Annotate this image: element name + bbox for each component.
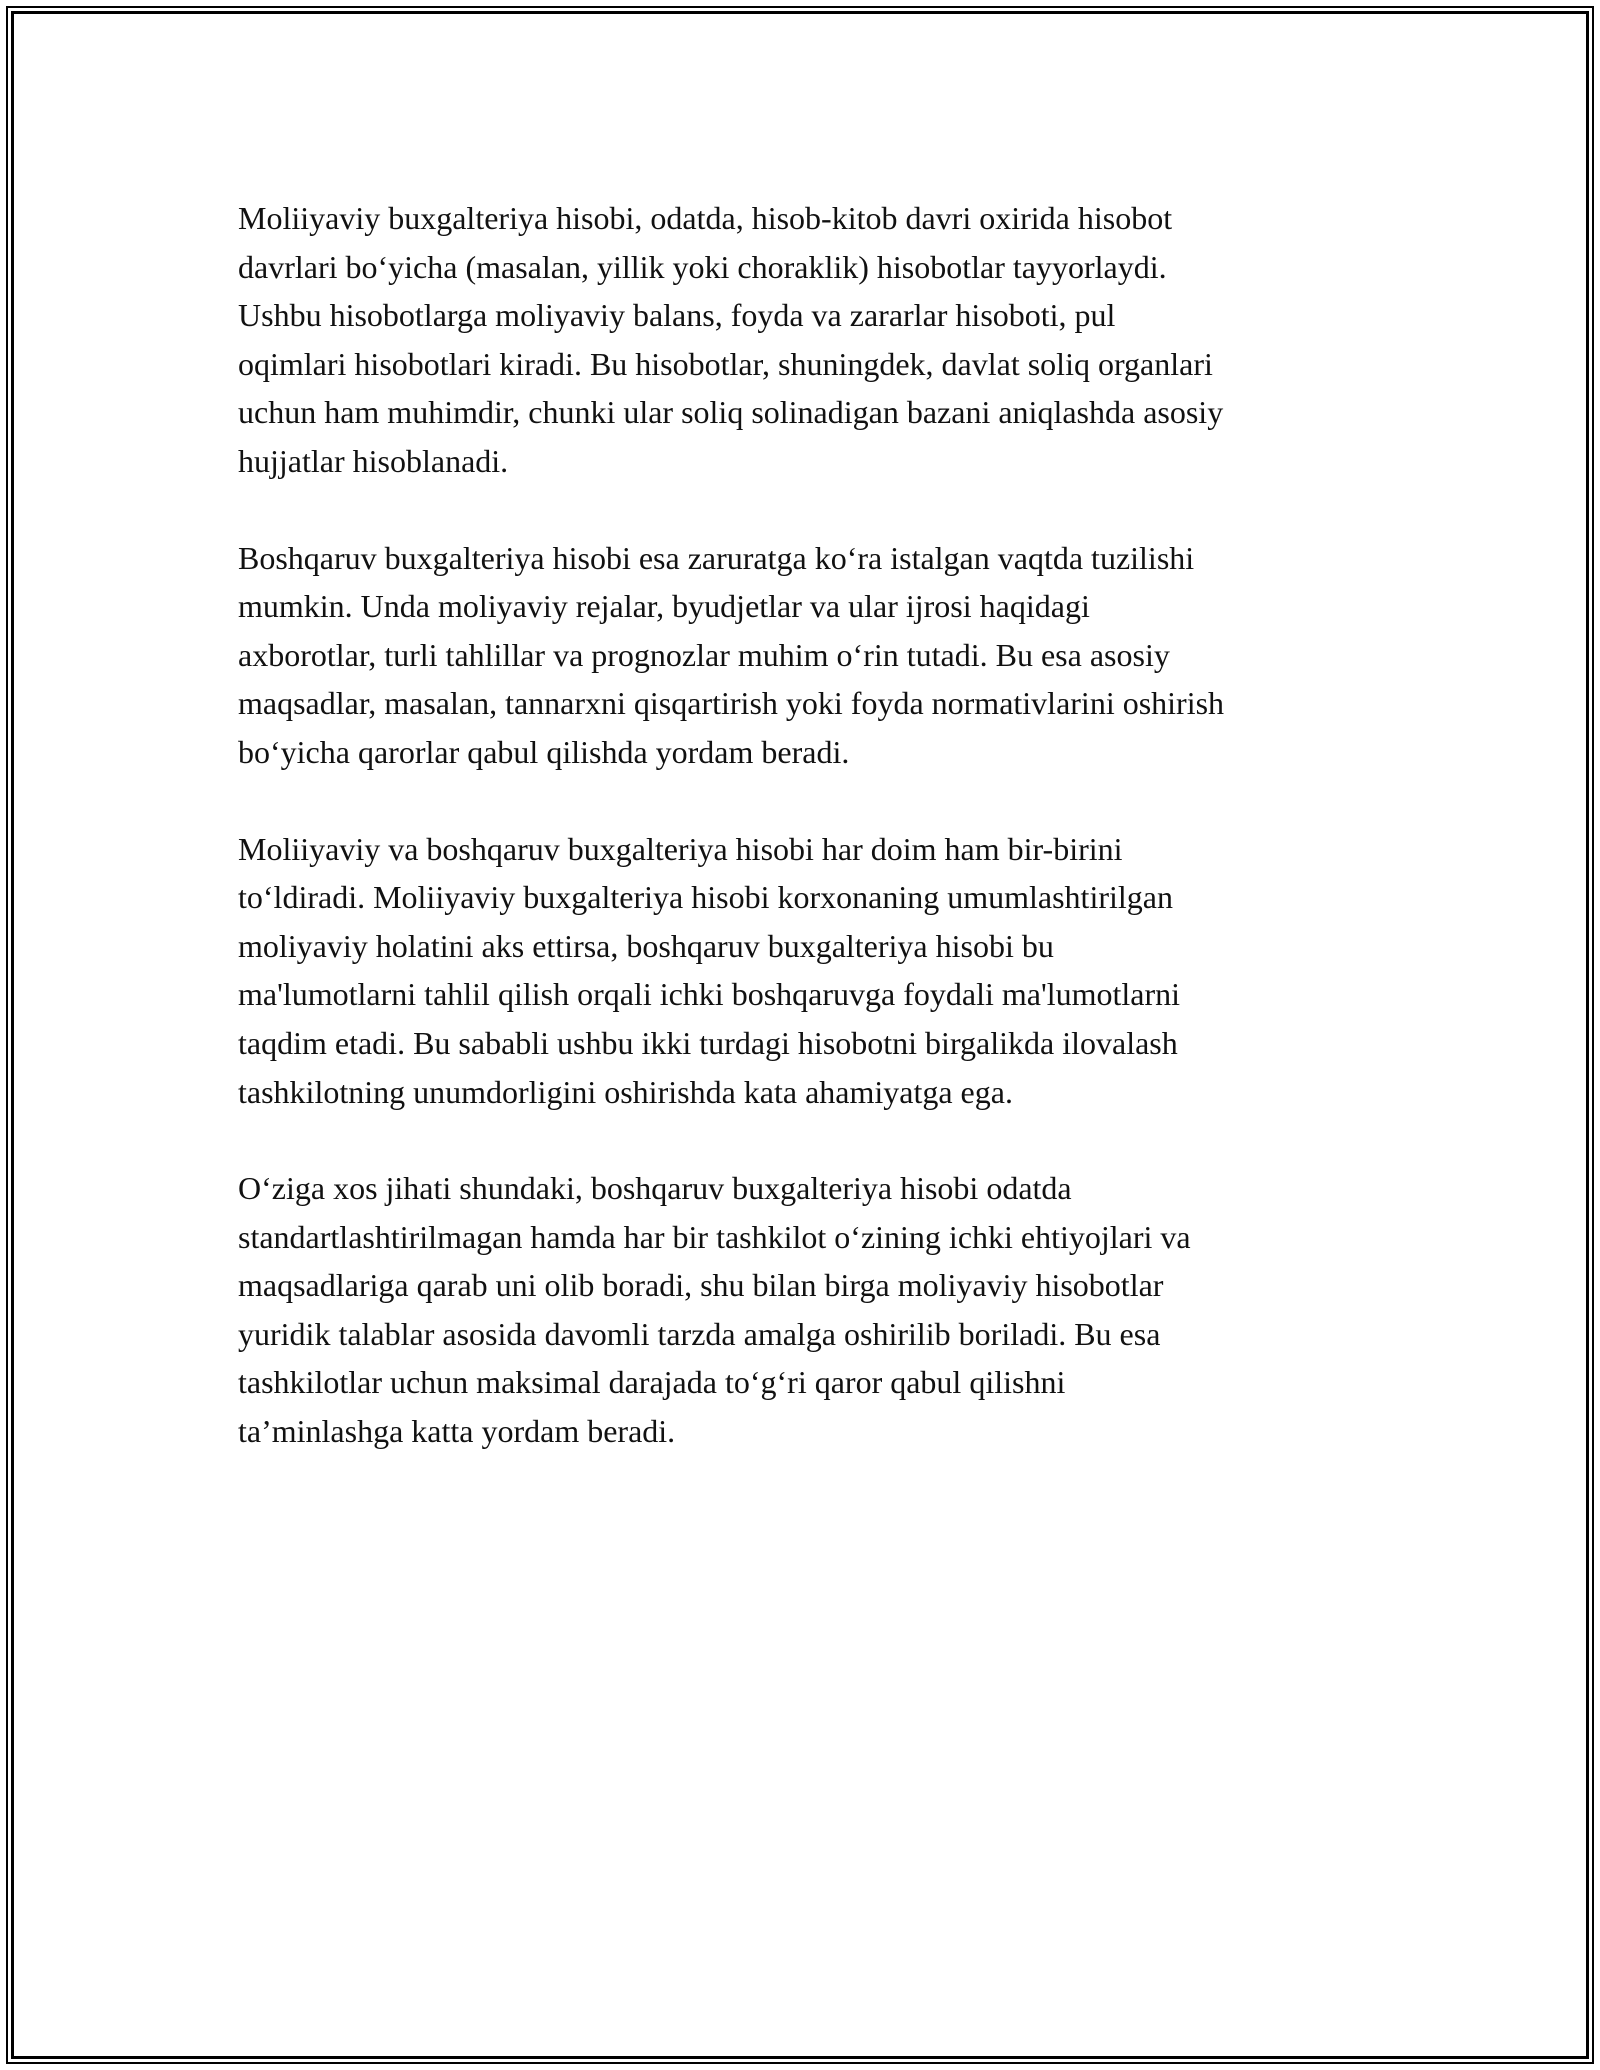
paragraph-3: Moliiyaviy va boshqaruv buxgalteriya hisobi har doim ham bir-birini to‘ldiradi. Moliiyaviy buxgalteriya hisobi korxonaning umumlashtirilgan moliyaviy holatini aks ettirsa, boshqaruv buxgalteriya hisobi bu ma'lumotlarni tahlil qilish orqali ichki boshqaruvga foydali ma'lumotlarni taqdim etadi. Bu sababli ushbu ikki turdagi hisobotni birgalikda ilovalash tashkilotning unumdorligini oshirishda kata ahamiyatga ega. bbox=[238, 830, 1181, 1110]
paragraph-4: O‘ziga xos jihati shundaki, boshqaruv buxgalteriya hisobi odatda standartlashtirilmagan hamda har bir tashkilot o‘zining ichki ehtiyojlari va maqsadlariga qarab uni olib boradi, shu bilan birga moliyaviy hisobotlar yuridik talablar asosida davomli tarzda amalga oshirilib boriladi. Bu esa tashkilotlar uchun maksimal darajada to‘g‘ri qaror qabul qilishni ta’minlashga katta yordam beradi. bbox=[238, 1170, 1191, 1450]
document-body bbox=[238, 194, 1388, 1504]
paragraph-2: Boshqaruv buxgalteriya hisobi esa zaruratga ko‘ra istalgan vaqtda tuzilishi mumkin. Unda moliyaviy rejalar, byudjetlar va ular ijrosi haqidagi axborotlar, turli tahlillar va prognozlar muhim o‘rin tutadi. Bu esa asosiy maqsadlar, masalan, tannarxni qisqartirish yoki foyda normativlarini oshirish bo‘yicha qarorlar qabul qilishda yordam beradi. bbox=[238, 539, 1225, 770]
page-border-inner bbox=[11, 11, 1589, 2059]
paragraph-1: Moliiyaviy buxgalteriya hisobi, odatda, hisob-kitob davri oxirida hisobot davrlari bo‘yicha (masalan, yillik yoki choraklik) hisobotlar tayyorlaydi. Ushbu hisobotlarga moliyaviy balans, foyda va zararlar hisoboti, pul oqimlari hisobotlari kiradi. Bu hisobotlar, shuningdek, davlat soliq organlari uchun ham muhimdir, chunki ular soliq solinadigan bazani aniqlashda asosiy hujjatlar hisoblanadi. bbox=[238, 200, 1224, 479]
page-border-outer bbox=[6, 6, 1594, 2064]
